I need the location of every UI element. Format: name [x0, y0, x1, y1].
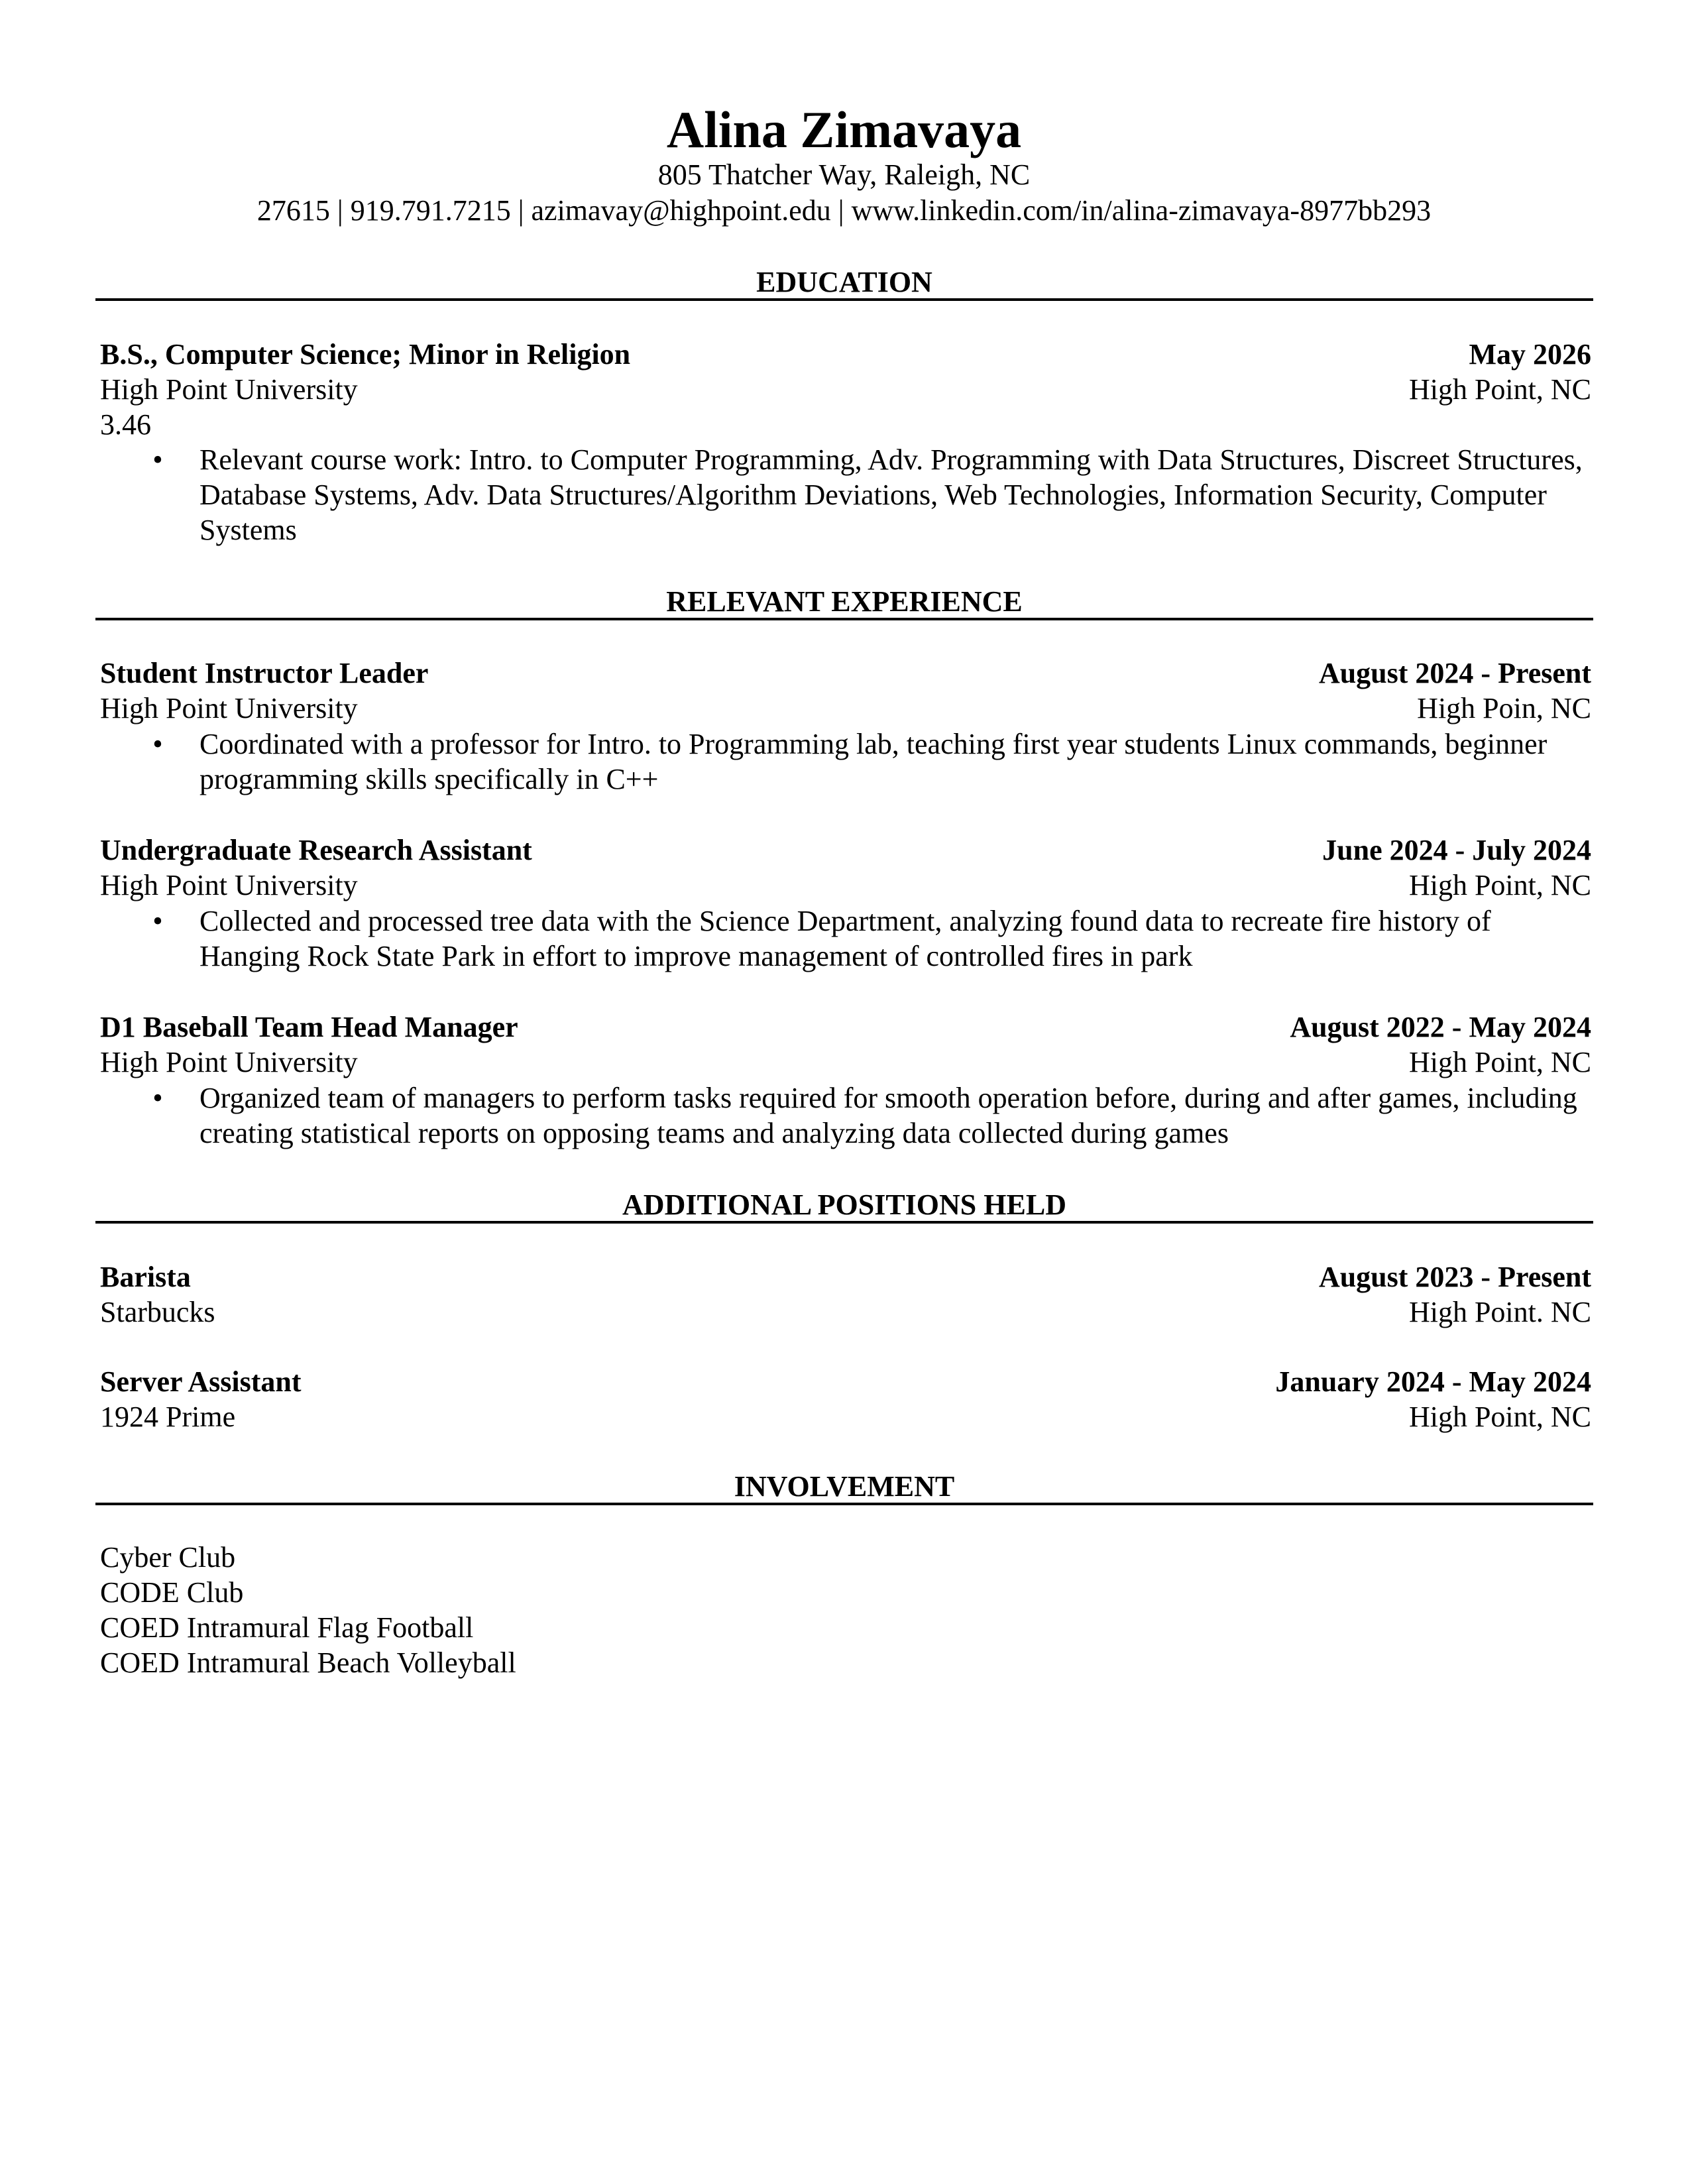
position-org: 1924 Prime [100, 1401, 236, 1433]
bullet-icon: • [152, 443, 163, 476]
gpa: 3.46 [100, 408, 151, 441]
job-org-row [100, 1045, 1591, 1080]
position-role: Barista [100, 1261, 191, 1293]
involvement-item: COED Intramural Flag Football [100, 1611, 474, 1644]
bullet-icon: • [152, 728, 163, 760]
position-org-row [100, 1399, 1591, 1435]
position-dates: January 2024 - May 2024 [1275, 1365, 1591, 1398]
position-location: High Point. NC [1408, 1296, 1591, 1328]
resume-name: Alina Zimavaya [666, 101, 1022, 158]
position-title-row [100, 1259, 1591, 1295]
job-bullet-text: Collected and processed tree data with the Science Department, analyzing found data to recreate fire history of Hanging Rock State Park in effort to improve management of controlled fires in park [199, 905, 1491, 972]
job-bullet-text: Organized team of managers to perform tasks required for smooth operation before, during and after games, including creating statistical reports on opposing teams and analyzing data collected during games [199, 1082, 1577, 1149]
school-name: High Point University [100, 373, 358, 406]
involvement-item: Cyber Club [100, 1541, 236, 1574]
coursework-text: Relevant course work: Intro. to Computer Programming, Adv. Programming with Data Structures, Discreet Structures, Database Systems, Adv. Data Structures/Algorithm Deviations, Web Technologies, Information Security, Computer Systems [199, 443, 1583, 546]
job-bullet-text: Coordinated with a professor for Intro. to Programming lab, teaching first year students Linux commands, beginner programming skills specifically in C++ [199, 728, 1547, 795]
education-degree-row [100, 337, 1591, 373]
involvement-item: COED Intramural Beach Volleyball [100, 1646, 516, 1679]
job-title-row [100, 1009, 1591, 1045]
position-dates: August 2023 - Present [1318, 1261, 1591, 1293]
additional-heading: ADDITIONAL POSITIONS HELD [622, 1188, 1066, 1221]
job-dates: August 2022 - May 2024 [1290, 1011, 1591, 1043]
additional-divider [95, 1221, 1593, 1224]
job-role: Undergraduate Research Assistant [100, 834, 532, 866]
job-role: Student Instructor Leader [100, 657, 429, 689]
job-role: D1 Baseball Team Head Manager [100, 1011, 518, 1043]
job-location: High Poin, NC [1417, 692, 1591, 724]
position-org: Starbucks [100, 1296, 215, 1328]
education-divider [95, 298, 1593, 301]
contact-line: 27615 | 919.791.7215 | azimavay@highpoint.edu | www.linkedin.com/in/alina-zimavaya-8977bb293 [256, 194, 1432, 227]
job-org: High Point University [100, 692, 358, 724]
graduation-date: May 2026 [1469, 338, 1591, 371]
job-dates: August 2024 - Present [1318, 657, 1591, 689]
bullet-icon: • [152, 1082, 163, 1114]
experience-divider [95, 618, 1593, 620]
job-title-row [100, 833, 1591, 868]
involvement-item: CODE Club [100, 1576, 244, 1609]
experience-heading: RELEVANT EXPERIENCE [666, 585, 1023, 618]
bullet-icon: • [152, 905, 163, 937]
degree: B.S., Computer Science; Minor in Religion [100, 338, 631, 371]
education-school-row [100, 372, 1591, 408]
education-heading: EDUCATION [756, 266, 932, 298]
job-org: High Point University [100, 869, 358, 901]
involvement-divider [95, 1503, 1593, 1505]
address-line: 805 Thatcher Way, Raleigh, NC [657, 158, 1031, 191]
involvement-heading: INVOLVEMENT [734, 1470, 955, 1503]
position-role: Server Assistant [100, 1365, 302, 1398]
job-org: High Point University [100, 1046, 358, 1078]
job-title-row [100, 656, 1591, 691]
position-title-row [100, 1364, 1591, 1400]
school-location: High Point, NC [1408, 373, 1591, 406]
job-org-row [100, 691, 1591, 726]
position-org-row [100, 1294, 1591, 1330]
job-location: High Point, NC [1408, 1046, 1591, 1078]
position-location: High Point, NC [1408, 1401, 1591, 1433]
job-dates: June 2024 - July 2024 [1322, 834, 1591, 866]
job-location: High Point, NC [1408, 869, 1591, 901]
job-org-row [100, 868, 1591, 903]
